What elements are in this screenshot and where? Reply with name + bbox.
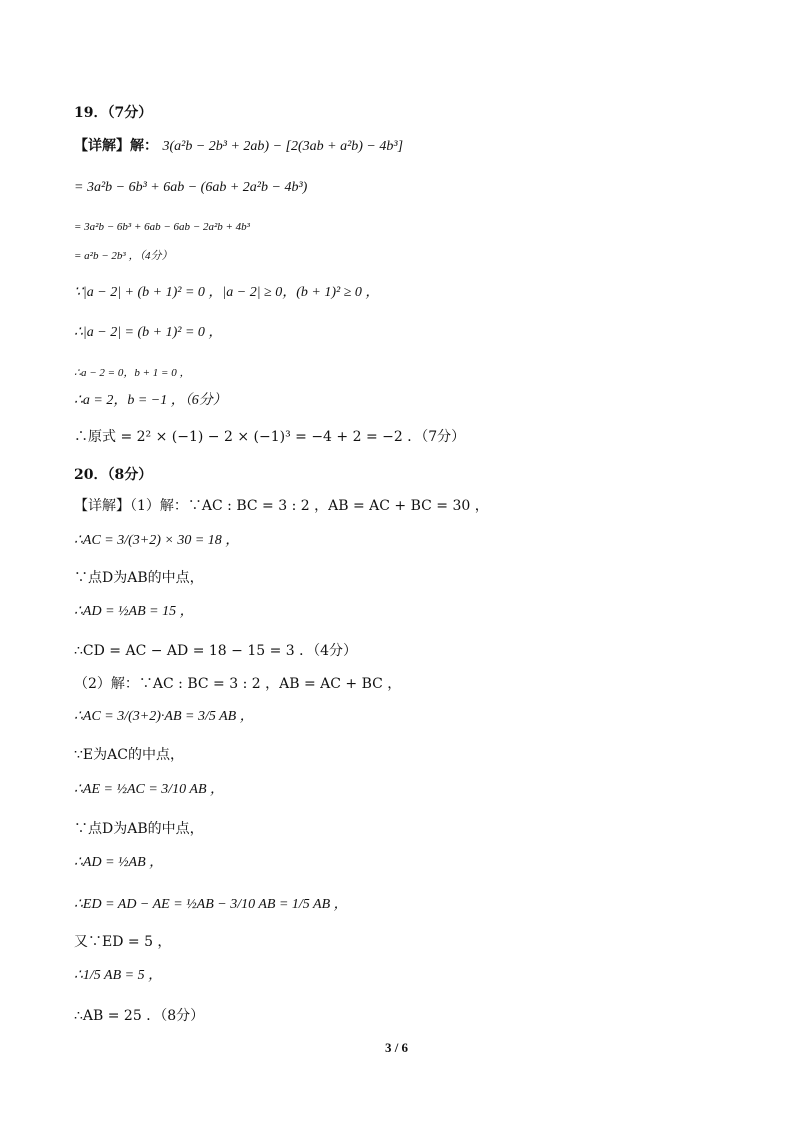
- q20-p2-step-3: ∴AE = ½AC = 3/10 AB ，: [74, 782, 225, 797]
- q20-p1-step-1: ∴AC = 3/(3+2) × 30 = 18 ，: [74, 533, 240, 548]
- expression-text: 3(a²b − 2b³ + 2ab) − [2(3ab + a²b) − 4b³]: [162, 139, 404, 154]
- q19-expression: [74, 137, 403, 156]
- q20-p2-step-2: ∵E为AC的中点，: [74, 747, 184, 763]
- q20-p2-step-4: ∵点D为AB的中点，: [74, 821, 204, 837]
- page-number: 3 / 6: [384, 1040, 409, 1055]
- q20-p2-step-9: ∴AB = 25 ．（8分）: [74, 1008, 205, 1024]
- q20-p1-step-3: ∴AD = ½AB = 15 ，: [74, 604, 194, 619]
- q20-p2-step-5: ∴AD = ½AB ，: [74, 855, 164, 870]
- solution-label: 【详解】解：: [74, 138, 158, 154]
- q20-p1-step-4: ∴CD = AC − AD = 18 − 15 = 3 ．（4分）: [74, 643, 358, 659]
- q19-step-5: ∴|a − 2| = (b + 1)² = 0 ，: [74, 325, 223, 340]
- q19-step-4: ∵|a − 2| + (b + 1)² = 0 ，|a − 2| ≥ 0，(b + 1)² ≥ 0 ，: [74, 285, 380, 300]
- q20-heading: 20．（8分）: [74, 467, 153, 483]
- q19-step-7: ∴a = 2，b = −1 ，（6分）: [74, 393, 227, 408]
- q20-p2-step-7: 又∵ED = 5 ，: [74, 934, 172, 950]
- q19-step-3: = a²b − 2b³ ，（4分）: [74, 250, 173, 262]
- q20-p2-step-1: ∴AC = 3/(3+2)·AB = 3/5 AB ，: [74, 709, 254, 724]
- q20-part2-intro: （2）解：∵AC : BC = 3 : 2 ，AB = AC + BC ，: [74, 676, 402, 692]
- q19-heading: 19．（7分）: [74, 105, 153, 121]
- q20-p1-step-2: ∵点D为AB的中点，: [74, 570, 204, 586]
- q20-p2-step-8: ∴1/5 AB = 5 ，: [74, 968, 163, 983]
- q19-step-8: ∴原式 = 2² × (−1) − 2 × (−1)³ = −4 + 2 = −2 ．（7分）: [74, 429, 466, 445]
- q19-step-2: = 3a²b − 6b³ + 6ab − 6ab − 2a²b + 4b³: [74, 221, 250, 233]
- q19-step-6: ∴a − 2 = 0，b + 1 = 0 ，: [74, 367, 191, 379]
- q20-p2-step-6: ∴ED = AD − AE = ½AB − 3/10 AB = 1/5 AB ，: [74, 897, 348, 912]
- q20-part1-intro: 【详解】（1）解：∵AC : BC = 3 : 2 ，AB = AC + BC = 30 ，: [74, 498, 489, 514]
- q19-step-1: = 3a²b − 6b³ + 6ab − (6ab + 2a²b − 4b³): [74, 180, 308, 195]
